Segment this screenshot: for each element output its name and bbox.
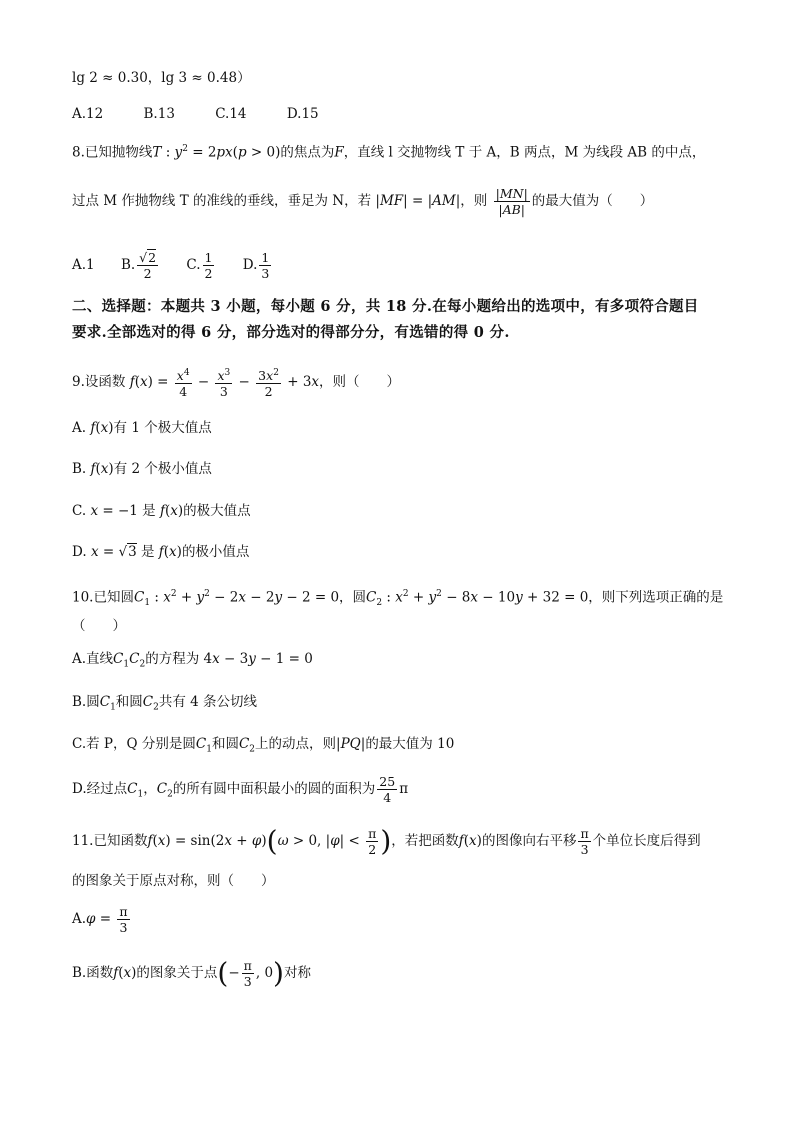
q10-mid: ，圆 bbox=[339, 589, 367, 606]
q7-options bbox=[72, 104, 355, 124]
q8-line1-text: ，直线 l 交抛物线 T 于 A，B 两点，M 为线段 AB 的中点， bbox=[343, 144, 706, 161]
q8-mid: 的焦点为 bbox=[280, 144, 335, 161]
section-2-heading-line2: 要求.全部选对的得 6 分，部分选对的得部分分，有选错的得 0 分. bbox=[72, 324, 510, 341]
q9-stem: 9.设函数 f(x) = $\frac{x^4}{4}$ − $\frac{x^3}{3}$ − $\frac{3x^2}{2}$ + 3x，则（ ） bbox=[72, 368, 401, 400]
q8-line2-c: 的最大值为（ ） bbox=[531, 193, 654, 209]
q9-option-a-text: 有 1 个极大值点 bbox=[113, 420, 212, 436]
q10-suffix: ，则下列选项正确的是 bbox=[588, 589, 724, 606]
q10-option-d-label: D.经过点 bbox=[72, 781, 128, 797]
q10-option-d: D.经过点$C_1$，$C_2$的所有圆中面积最小的圆的面积为 $\frac{25}{4}$ π bbox=[72, 774, 409, 805]
q11-option-a: A.φ = $\frac{\pi}{3}$ bbox=[72, 904, 128, 935]
q8-option-a: A.1 bbox=[72, 257, 95, 273]
q11-option-a-fraction: $\frac{\pi}{3}$ bbox=[119, 904, 128, 935]
q9-term-3: $\frac{3x^2}{2}$ bbox=[258, 368, 279, 400]
q11-line2: 的图象关于原点对称，则（ ） bbox=[72, 873, 275, 889]
q11-option-b-mid: 的图象关于点 bbox=[136, 965, 218, 981]
q9-option-d: D. x = √3 是 f(x)的极小值点 bbox=[72, 544, 250, 560]
q10-option-d-fraction: $\frac{25}{4}$ bbox=[379, 774, 396, 805]
q10-option-b: B.圆$C_1$和圆$C_2$共有 4 条公切线 bbox=[72, 694, 258, 713]
q10-option-b-mid: 和圆 bbox=[115, 694, 143, 710]
q9-option-c-text: 的极大值点 bbox=[183, 503, 251, 519]
q8-option-d: D. bbox=[242, 257, 258, 273]
q10-option-c-label: C.若 P，Q 分别是圆 bbox=[72, 736, 196, 752]
q11-option-a-label: A. bbox=[72, 911, 87, 927]
q10-option-b-tail: 共有 4 条公切线 bbox=[158, 694, 258, 710]
q10-option-c-end: 的最大值为 10 bbox=[365, 736, 455, 752]
q9-option-b: B. f(x)有 2 个极小值点 bbox=[72, 461, 212, 477]
q8-line2-b: ，则 bbox=[460, 193, 488, 209]
q10-option-a-tail: 的方程为 bbox=[145, 651, 200, 667]
q11-bound-fraction: $\frac{\pi}{2}$ bbox=[368, 826, 377, 857]
q8-line1: 8.已知抛物线T : $y^2 = 2px(p > 0)$的焦点为F，直线 l 交抛物线 T 于 A，B 两点，M 为线段 AB 的中点， bbox=[72, 144, 706, 161]
q8-options bbox=[72, 250, 273, 281]
q11-option-b: B.函数f(x)的图象关于点(− $\frac{\pi}{3}$ , 0)对称 bbox=[72, 956, 311, 990]
q8-option-d-fraction: $\frac{1}{3}$ bbox=[261, 250, 270, 281]
section-2-heading: 二、选择题：本题共 3 小题，每小题 6 分，共 18 分.在每小题给出的选项中，有多项符合题目 bbox=[72, 298, 699, 315]
q10-option-a: A.直线$C_1C_2$的方程为 4x − 3y − 1 = 0 bbox=[72, 651, 313, 670]
q11-mid2: 的图像向右平移 bbox=[481, 833, 577, 849]
q11-stem: 11.已知函数f(x) = sin(2x + φ)(ω > 0, |φ| < $\frac{\pi}{2}$ )，若把函数f(x)的图像向右平移 $\frac{\pi}{3}$ 个单位长度后得到 bbox=[72, 824, 701, 858]
q7-option-a: A.12 bbox=[72, 106, 104, 122]
q11-option-b-tail: 对称 bbox=[283, 965, 311, 981]
q8-prefix: 8.已知抛物线 bbox=[72, 144, 153, 161]
q7-option-c: C.14 bbox=[215, 106, 247, 122]
q10-stem: 10.已知圆$C_1$ : $x^2 + y^2 - 2x - 2y - 2 = 0$，圆$C_2$ : $x^2 + y^2 - 8x - 10y + 32 = 0$，则下列选项正确的是 bbox=[72, 589, 724, 609]
q11-shift-fraction: $\frac{\pi}{3}$ bbox=[580, 826, 589, 857]
q10-option-c: C.若 P，Q 分别是圆$C_1$和圆$C_2$上的动点，则|PQ|的最大值为 10 bbox=[72, 736, 455, 755]
q10-option-c-mid: 和圆 bbox=[211, 736, 239, 752]
q10-option-d-tail: 的所有圆中面积最小的圆的面积为 bbox=[172, 781, 376, 797]
q8-line2: 过点 M 作抛物线 T 的准线的垂线，垂足为 N，若 |MF| = |AM|，则 $\frac{|MN|}{|AB|}$ 的最大值为（ ） bbox=[72, 186, 654, 217]
q11-mid: ，若把函数 bbox=[391, 833, 459, 849]
q8-option-b: B. bbox=[120, 257, 136, 273]
q7-option-b: B.13 bbox=[143, 106, 175, 122]
q8-option-b-fraction: $\frac{√2}{2}$ bbox=[139, 250, 157, 281]
q11-option-b-label: B.函数 bbox=[72, 965, 114, 981]
q7-tail: lg 2 ≈ 0.30，lg 3 ≈ 0.48） bbox=[72, 70, 251, 86]
q11-prefix: 11.已知函数 bbox=[72, 833, 148, 849]
q10-option-c-tail: 上的动点，则 bbox=[255, 736, 337, 752]
q11-tail: 个单位长度后得到 bbox=[592, 833, 701, 849]
q9-prefix: 9.设函数 bbox=[72, 374, 126, 391]
q10-option-b-label: B.圆 bbox=[72, 694, 100, 710]
q9-term-2: $\frac{x^3}{3}$ bbox=[217, 368, 231, 400]
q10-option-a-label: A.直线 bbox=[72, 651, 114, 667]
q9-option-b-text: 有 2 个极小值点 bbox=[113, 461, 212, 477]
q8-option-c: C. bbox=[186, 257, 201, 273]
q11-option-b-fraction: $\frac{\pi}{3}$ bbox=[243, 958, 252, 989]
q8-option-c-fraction: $\frac{1}{2}$ bbox=[204, 250, 213, 281]
q7-option-d: D.15 bbox=[286, 106, 319, 122]
q9-term-1: $\frac{x^4}{4}$ bbox=[176, 368, 190, 400]
q8-ratio-fraction: $\frac{|MN|}{|AB|}$ bbox=[495, 186, 528, 217]
q9-option-a: A. f(x)有 1 个极大值点 bbox=[72, 420, 212, 436]
q9-option-c: C. x = −1 是 f(x)的极大值点 bbox=[72, 503, 251, 519]
q10-option-d-mid: ， bbox=[143, 781, 157, 797]
q8-line2-a: 过点 M 作抛物线 T 的准线的垂线，垂足为 N，若 bbox=[72, 193, 372, 209]
q9-suffix: ，则（ ） bbox=[319, 374, 401, 391]
q10-prefix: 10.已知圆 bbox=[72, 589, 134, 606]
q10-paren: （ ） bbox=[72, 618, 126, 634]
q9-option-d-text: 的极小值点 bbox=[181, 544, 250, 560]
